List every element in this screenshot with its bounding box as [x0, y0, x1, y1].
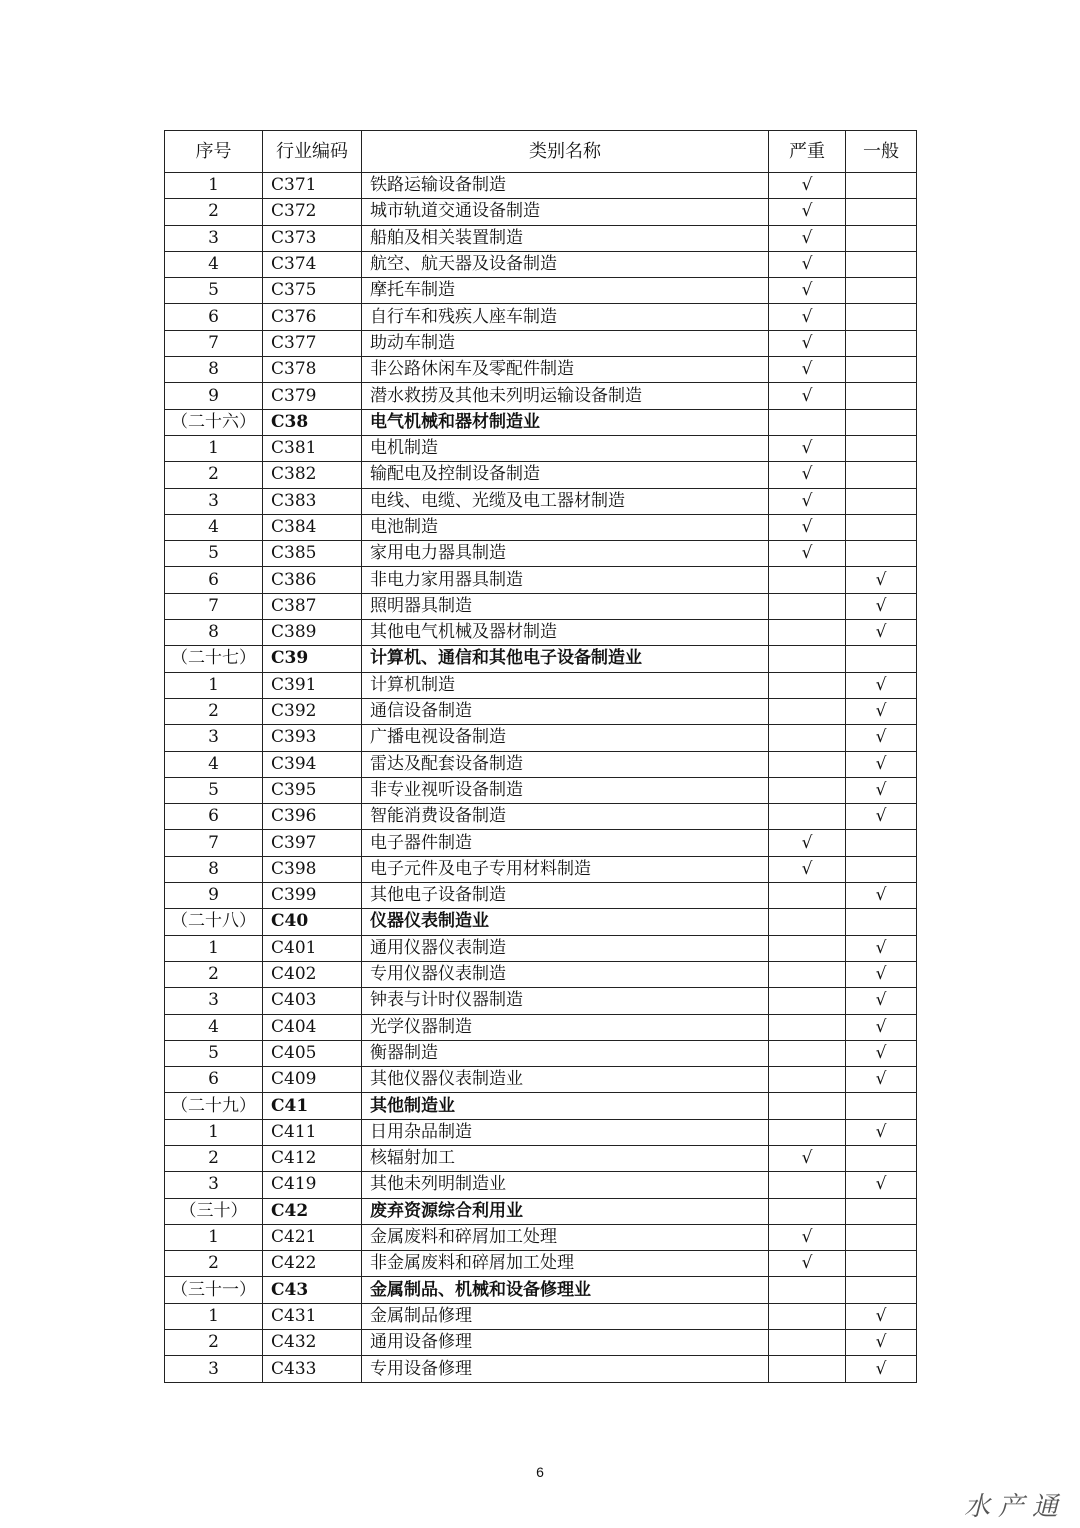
cell-seq: 8 — [165, 357, 263, 383]
table-row — [165, 1172, 917, 1198]
cell-general: √ — [846, 725, 917, 751]
cell-code: C43 — [263, 1277, 362, 1303]
cell-severe — [769, 567, 846, 593]
cell-general: √ — [846, 883, 917, 909]
cell-general — [846, 199, 917, 225]
cell-code: C419 — [263, 1172, 362, 1198]
cell-general: √ — [846, 804, 917, 830]
table-row — [165, 751, 917, 777]
cell-seq: 2 — [165, 199, 263, 225]
cell-code: C372 — [263, 199, 362, 225]
cell-general: √ — [846, 1303, 917, 1329]
cell-severe — [769, 1067, 846, 1093]
cell-name: 雷达及配套设备制造 — [362, 751, 769, 777]
cell-seq: 9 — [165, 383, 263, 409]
cell-severe: √ — [769, 1145, 846, 1171]
cell-code: C421 — [263, 1224, 362, 1250]
table-row — [165, 988, 917, 1014]
cell-severe: √ — [769, 357, 846, 383]
cell-general: √ — [846, 961, 917, 987]
header-name: 类别名称 — [362, 131, 769, 173]
cell-general: √ — [846, 698, 917, 724]
cell-name: 电线、电缆、光缆及电工器材制造 — [362, 488, 769, 514]
cell-code: C395 — [263, 777, 362, 803]
table-row — [165, 961, 917, 987]
cell-severe — [769, 1356, 846, 1382]
cell-severe — [769, 1040, 846, 1066]
table-row — [165, 409, 917, 435]
cell-severe: √ — [769, 435, 846, 461]
cell-name: 电气机械和器材制造业 — [362, 409, 769, 435]
cell-general: √ — [846, 1067, 917, 1093]
cell-general — [846, 330, 917, 356]
page-number: 6 — [536, 1464, 544, 1480]
table-row — [165, 593, 917, 619]
cell-seq: 2 — [165, 698, 263, 724]
cell-name: 非公路休闲车及零配件制造 — [362, 357, 769, 383]
table-row — [165, 199, 917, 225]
cell-code: C40 — [263, 909, 362, 935]
cell-name: 钟表与计时仪器制造 — [362, 988, 769, 1014]
cell-severe — [769, 1014, 846, 1040]
cell-general — [846, 225, 917, 251]
cell-seq: （二十七） — [165, 646, 263, 672]
cell-general — [846, 488, 917, 514]
table-row — [165, 435, 917, 461]
cell-seq: 4 — [165, 514, 263, 540]
cell-general — [846, 251, 917, 277]
cell-code: C411 — [263, 1119, 362, 1145]
table-row — [165, 620, 917, 646]
cell-general — [846, 830, 917, 856]
table-row — [165, 1067, 917, 1093]
cell-general: √ — [846, 1040, 917, 1066]
cell-code: C422 — [263, 1251, 362, 1277]
table-body — [165, 173, 917, 1383]
cell-name: 废弃资源综合利用业 — [362, 1198, 769, 1224]
cell-general — [846, 383, 917, 409]
cell-seq: 1 — [165, 672, 263, 698]
cell-seq: 1 — [165, 1119, 263, 1145]
table-row — [165, 567, 917, 593]
cell-severe — [769, 1172, 846, 1198]
cell-general: √ — [846, 1014, 917, 1040]
cell-code: C41 — [263, 1093, 362, 1119]
cell-severe: √ — [769, 541, 846, 567]
table-row — [165, 883, 917, 909]
table-row — [165, 646, 917, 672]
table-row — [165, 1224, 917, 1250]
cell-general — [846, 541, 917, 567]
cell-severe — [769, 751, 846, 777]
cell-severe — [769, 1277, 846, 1303]
cell-code: C383 — [263, 488, 362, 514]
cell-code: C384 — [263, 514, 362, 540]
cell-severe: √ — [769, 514, 846, 540]
table-row — [165, 1356, 917, 1382]
cell-seq: 5 — [165, 278, 263, 304]
cell-seq: 4 — [165, 251, 263, 277]
cell-severe: √ — [769, 462, 846, 488]
cell-seq: 2 — [165, 1251, 263, 1277]
table-row — [165, 725, 917, 751]
cell-general: √ — [846, 777, 917, 803]
cell-code: C42 — [263, 1198, 362, 1224]
cell-name: 其他电气机械及器材制造 — [362, 620, 769, 646]
table-row — [165, 1303, 917, 1329]
cell-severe: √ — [769, 1251, 846, 1277]
cell-code: C39 — [263, 646, 362, 672]
cell-severe — [769, 988, 846, 1014]
cell-code: C379 — [263, 383, 362, 409]
cell-name: 金属制品修理 — [362, 1303, 769, 1329]
cell-severe — [769, 1119, 846, 1145]
cell-code: C409 — [263, 1067, 362, 1093]
header-severe: 严重 — [769, 131, 846, 173]
cell-general: √ — [846, 1119, 917, 1145]
cell-seq: 3 — [165, 725, 263, 751]
cell-general — [846, 909, 917, 935]
table-row — [165, 304, 917, 330]
cell-name: 船舶及相关装置制造 — [362, 225, 769, 251]
cell-code: C38 — [263, 409, 362, 435]
cell-severe: √ — [769, 304, 846, 330]
cell-severe — [769, 935, 846, 961]
cell-general — [846, 357, 917, 383]
cell-seq: 2 — [165, 462, 263, 488]
header-general: 一般 — [846, 131, 917, 173]
cell-name: 城市轨道交通设备制造 — [362, 199, 769, 225]
cell-seq: 4 — [165, 1014, 263, 1040]
industry-table — [164, 130, 917, 1383]
cell-name: 专用设备修理 — [362, 1356, 769, 1382]
cell-severe — [769, 1330, 846, 1356]
cell-name: 其他电子设备制造 — [362, 883, 769, 909]
cell-severe — [769, 646, 846, 672]
cell-code: C412 — [263, 1145, 362, 1171]
cell-severe — [769, 672, 846, 698]
cell-name: 金属制品、机械和设备修理业 — [362, 1277, 769, 1303]
table-row — [165, 856, 917, 882]
cell-general: √ — [846, 751, 917, 777]
table-row — [165, 804, 917, 830]
header-code: 行业编码 — [263, 131, 362, 173]
cell-general: √ — [846, 988, 917, 1014]
table-row — [165, 909, 917, 935]
cell-code: C399 — [263, 883, 362, 909]
cell-seq: 5 — [165, 777, 263, 803]
cell-seq: 2 — [165, 1330, 263, 1356]
cell-seq: 7 — [165, 330, 263, 356]
table-row — [165, 777, 917, 803]
cell-general — [846, 435, 917, 461]
cell-general — [846, 304, 917, 330]
cell-general — [846, 462, 917, 488]
cell-general: √ — [846, 567, 917, 593]
cell-name: 助动车制造 — [362, 330, 769, 356]
cell-severe — [769, 725, 846, 751]
cell-name: 光学仪器制造 — [362, 1014, 769, 1040]
table-row — [165, 1014, 917, 1040]
table-row — [165, 1040, 917, 1066]
table-row — [165, 488, 917, 514]
cell-seq: 2 — [165, 961, 263, 987]
cell-code: C375 — [263, 278, 362, 304]
cell-severe — [769, 593, 846, 619]
cell-name: 通用设备修理 — [362, 1330, 769, 1356]
cell-code: C402 — [263, 961, 362, 987]
cell-code: C389 — [263, 620, 362, 646]
cell-code: C371 — [263, 173, 362, 199]
cell-code: C393 — [263, 725, 362, 751]
cell-severe — [769, 777, 846, 803]
cell-name: 通信设备制造 — [362, 698, 769, 724]
cell-general — [846, 646, 917, 672]
cell-name: 通用仪器仪表制造 — [362, 935, 769, 961]
cell-severe — [769, 698, 846, 724]
cell-name: 航空、航天器及设备制造 — [362, 251, 769, 277]
cell-general — [846, 1277, 917, 1303]
cell-name: 计算机、通信和其他电子设备制造业 — [362, 646, 769, 672]
table-row — [165, 698, 917, 724]
cell-seq: 6 — [165, 1067, 263, 1093]
cell-general — [846, 514, 917, 540]
table-row — [165, 462, 917, 488]
cell-severe — [769, 409, 846, 435]
cell-seq: 6 — [165, 304, 263, 330]
cell-seq: （二十九） — [165, 1093, 263, 1119]
cell-severe — [769, 804, 846, 830]
cell-seq: 5 — [165, 1040, 263, 1066]
table-row — [165, 278, 917, 304]
cell-seq: 7 — [165, 830, 263, 856]
cell-name: 核辐射加工 — [362, 1145, 769, 1171]
cell-code: C374 — [263, 251, 362, 277]
watermark-logo: 水产通 — [963, 1492, 1066, 1522]
cell-severe: √ — [769, 251, 846, 277]
cell-name: 铁路运输设备制造 — [362, 173, 769, 199]
cell-name: 广播电视设备制造 — [362, 725, 769, 751]
cell-seq: （三十一） — [165, 1277, 263, 1303]
cell-seq: 9 — [165, 883, 263, 909]
cell-name: 摩托车制造 — [362, 278, 769, 304]
cell-general: √ — [846, 935, 917, 961]
cell-severe: √ — [769, 330, 846, 356]
cell-severe: √ — [769, 225, 846, 251]
cell-seq: （三十） — [165, 1198, 263, 1224]
header-seq: 序号 — [165, 131, 263, 173]
cell-code: C431 — [263, 1303, 362, 1329]
cell-severe: √ — [769, 199, 846, 225]
cell-name: 金属废料和碎屑加工处理 — [362, 1224, 769, 1250]
cell-name: 非金属废料和碎屑加工处理 — [362, 1251, 769, 1277]
cell-code: C382 — [263, 462, 362, 488]
cell-general: √ — [846, 1356, 917, 1382]
cell-code: C373 — [263, 225, 362, 251]
table-row — [165, 1251, 917, 1277]
cell-name: 电机制造 — [362, 435, 769, 461]
cell-general — [846, 278, 917, 304]
cell-code: C391 — [263, 672, 362, 698]
cell-seq: 1 — [165, 935, 263, 961]
table-row — [165, 1277, 917, 1303]
cell-general: √ — [846, 593, 917, 619]
cell-code: C397 — [263, 830, 362, 856]
table-row — [165, 357, 917, 383]
cell-general: √ — [846, 620, 917, 646]
table-row — [165, 1145, 917, 1171]
cell-general — [846, 1198, 917, 1224]
cell-name: 非专业视听设备制造 — [362, 777, 769, 803]
cell-name: 其他制造业 — [362, 1093, 769, 1119]
cell-severe — [769, 883, 846, 909]
cell-name: 输配电及控制设备制造 — [362, 462, 769, 488]
cell-severe — [769, 620, 846, 646]
cell-name: 自行车和残疾人座车制造 — [362, 304, 769, 330]
table-row — [165, 1330, 917, 1356]
cell-seq: （二十八） — [165, 909, 263, 935]
cell-code: C396 — [263, 804, 362, 830]
table-row — [165, 1093, 917, 1119]
cell-name: 计算机制造 — [362, 672, 769, 698]
cell-seq: 7 — [165, 593, 263, 619]
cell-seq: 3 — [165, 1356, 263, 1382]
cell-code: C381 — [263, 435, 362, 461]
cell-code: C376 — [263, 304, 362, 330]
cell-seq: 4 — [165, 751, 263, 777]
cell-general — [846, 1145, 917, 1171]
cell-seq: 1 — [165, 1303, 263, 1329]
cell-seq: 8 — [165, 856, 263, 882]
cell-seq: 6 — [165, 567, 263, 593]
table-row — [165, 935, 917, 961]
cell-code: C403 — [263, 988, 362, 1014]
cell-code: C398 — [263, 856, 362, 882]
cell-name: 电子元件及电子专用材料制造 — [362, 856, 769, 882]
cell-code: C392 — [263, 698, 362, 724]
cell-severe — [769, 961, 846, 987]
cell-seq: 1 — [165, 173, 263, 199]
cell-severe — [769, 1093, 846, 1119]
cell-general — [846, 1251, 917, 1277]
cell-general: √ — [846, 1330, 917, 1356]
cell-severe: √ — [769, 173, 846, 199]
cell-severe: √ — [769, 830, 846, 856]
table-row — [165, 1198, 917, 1224]
cell-name: 仪器仪表制造业 — [362, 909, 769, 935]
cell-name: 潜水救捞及其他未列明运输设备制造 — [362, 383, 769, 409]
cell-name: 照明器具制造 — [362, 593, 769, 619]
cell-severe: √ — [769, 278, 846, 304]
cell-severe — [769, 1303, 846, 1329]
cell-code: C433 — [263, 1356, 362, 1382]
cell-name: 其他仪器仪表制造业 — [362, 1067, 769, 1093]
cell-seq: 6 — [165, 804, 263, 830]
cell-general — [846, 1224, 917, 1250]
cell-code: C386 — [263, 567, 362, 593]
cell-seq: 8 — [165, 620, 263, 646]
cell-code: C405 — [263, 1040, 362, 1066]
table-row — [165, 173, 917, 199]
cell-code: C385 — [263, 541, 362, 567]
cell-seq: 3 — [165, 488, 263, 514]
table-row — [165, 514, 917, 540]
cell-name: 其他未列明制造业 — [362, 1172, 769, 1198]
cell-severe: √ — [769, 1224, 846, 1250]
table-row — [165, 225, 917, 251]
cell-code: C401 — [263, 935, 362, 961]
cell-seq: 2 — [165, 1145, 263, 1171]
cell-name: 非电力家用器具制造 — [362, 567, 769, 593]
cell-general: √ — [846, 672, 917, 698]
cell-severe — [769, 909, 846, 935]
cell-name: 智能消费设备制造 — [362, 804, 769, 830]
cell-code: C387 — [263, 593, 362, 619]
cell-general — [846, 856, 917, 882]
cell-code: C394 — [263, 751, 362, 777]
table-header-row — [165, 131, 917, 173]
table-row — [165, 830, 917, 856]
cell-name: 电池制造 — [362, 514, 769, 540]
cell-name: 衡器制造 — [362, 1040, 769, 1066]
cell-general — [846, 1093, 917, 1119]
cell-general — [846, 173, 917, 199]
cell-severe: √ — [769, 488, 846, 514]
cell-seq: 1 — [165, 1224, 263, 1250]
cell-name: 日用杂品制造 — [362, 1119, 769, 1145]
cell-seq: 3 — [165, 1172, 263, 1198]
cell-severe: √ — [769, 383, 846, 409]
cell-name: 家用电力器具制造 — [362, 541, 769, 567]
table-row — [165, 672, 917, 698]
cell-code: C378 — [263, 357, 362, 383]
cell-code: C432 — [263, 1330, 362, 1356]
cell-name: 专用仪器仪表制造 — [362, 961, 769, 987]
table-row — [165, 541, 917, 567]
table-row — [165, 383, 917, 409]
cell-general — [846, 409, 917, 435]
cell-seq: 3 — [165, 225, 263, 251]
table-row — [165, 330, 917, 356]
cell-name: 电子器件制造 — [362, 830, 769, 856]
cell-seq: 5 — [165, 541, 263, 567]
table-row — [165, 1119, 917, 1145]
cell-seq: 3 — [165, 988, 263, 1014]
cell-seq: （二十六） — [165, 409, 263, 435]
cell-code: C377 — [263, 330, 362, 356]
cell-severe: √ — [769, 856, 846, 882]
table-row — [165, 251, 917, 277]
cell-seq: 1 — [165, 435, 263, 461]
cell-severe — [769, 1198, 846, 1224]
cell-code: C404 — [263, 1014, 362, 1040]
cell-general: √ — [846, 1172, 917, 1198]
